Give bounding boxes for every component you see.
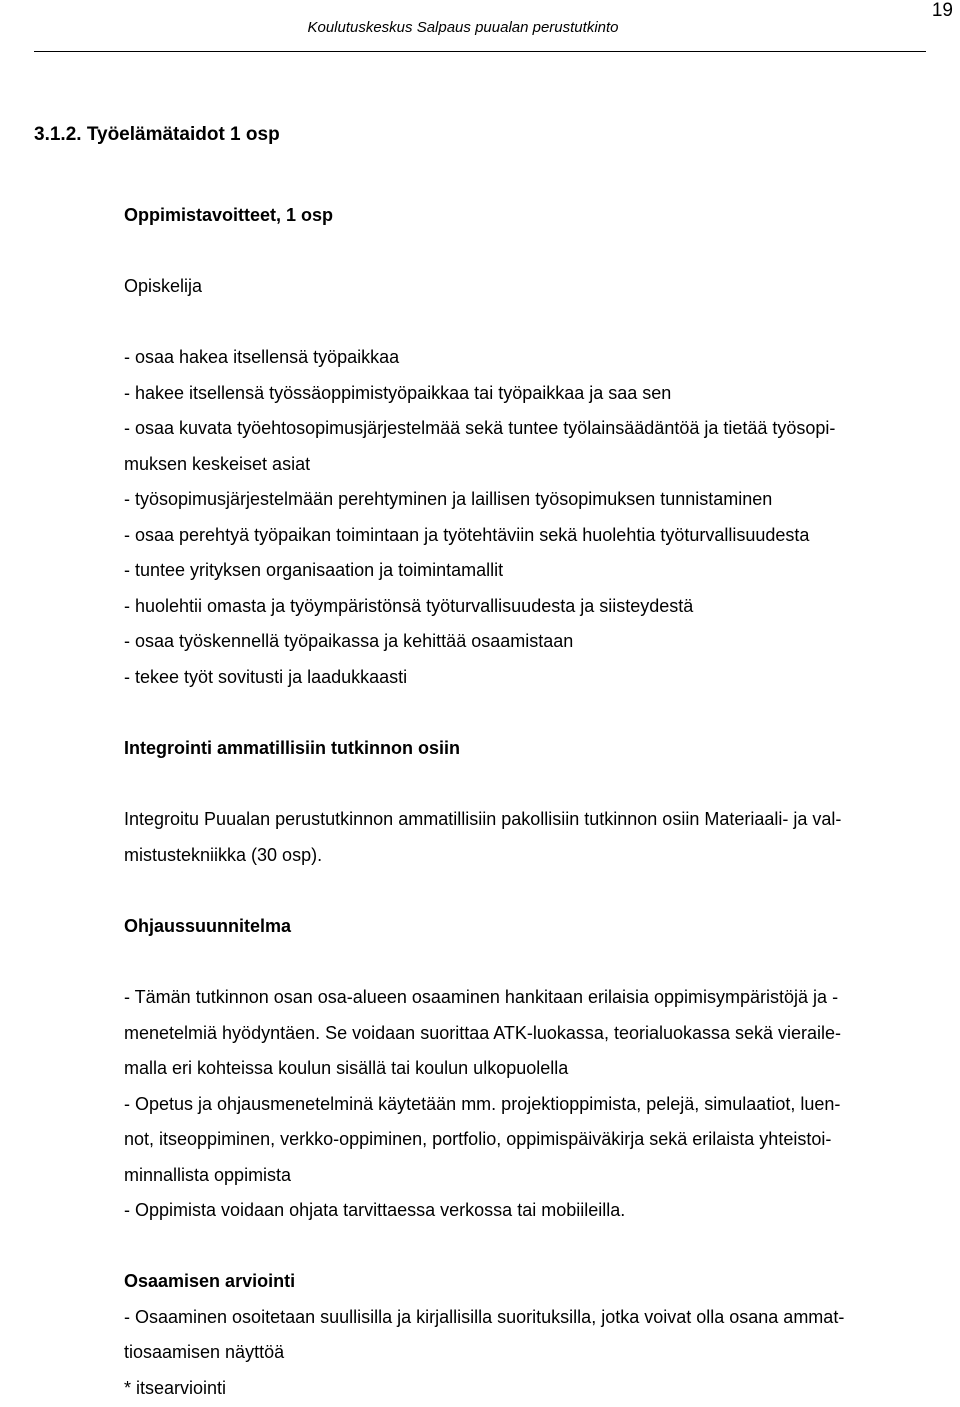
- guidance-line: not, itseoppiminen, verkko-oppiminen, portfolio, oppimispäiväkirja sekä erilaista yhteistoi-: [124, 1129, 832, 1149]
- running-header: Koulutuskeskus Salpaus puualan perustutkinto: [307, 19, 619, 36]
- guidance-line: minnallista oppimista: [124, 1165, 292, 1185]
- guidance-line: - Tämän tutkinnon osan osa-alueen osaaminen hankitaan erilaisia oppimisympäristöjä ja -: [124, 987, 839, 1007]
- integration-heading: Integrointi ammatillisiin tutkinnon osiin: [124, 738, 461, 758]
- page-number: 19: [931, 0, 953, 21]
- assessment-heading: Osaamisen arviointi: [124, 1271, 296, 1291]
- assessment-line: - Osaaminen osoitetaan suullisilla ja kirjallisilla suorituksilla, jotka voivat olla osana ammat-: [124, 1307, 845, 1327]
- objective-line: - tuntee yrityksen organisaation ja toimintamallit: [124, 560, 504, 580]
- guidance-line: menetelmiä hyödyntäen. Se voidaan suorittaa ATK-luokassa, teorialuokassa sekä vieraile-: [124, 1023, 842, 1043]
- objective-line: - osaa hakea itsellensä työpaikkaa: [124, 347, 400, 367]
- objective-line: - osaa työskennellä työpaikassa ja kehittää osaamistaan: [124, 631, 574, 651]
- objective-line: muksen keskeiset asiat: [124, 454, 311, 474]
- guidance-heading: Ohjaussuunnitelma: [124, 916, 292, 936]
- objective-line: - osaa perehtyä työpaikan toimintaan ja työtehtäviin sekä huolehtia työturvallisuudesta: [124, 525, 810, 545]
- objective-line: - osaa kuvata työehtosopimusjärjestelmää sekä tuntee työlainsäädäntöä ja tietää työsopi-: [124, 418, 836, 438]
- objective-line: - huolehtii omasta ja työympäristönsä työturvallisuudesta ja siisteydestä: [124, 596, 694, 616]
- objective-line: - työsopimusjärjestelmään perehtyminen ja laillisen työsopimuksen tunnistaminen: [124, 489, 773, 509]
- guidance-line: - Opetus ja ohjausmenetelminä käytetään mm. projektioppimista, pelejä, simulaatiot, luen-: [124, 1094, 841, 1114]
- objective-line: - tekee työt sovitusti ja laadukkaasti: [124, 667, 408, 687]
- objective-line: - hakee itsellensä työssäoppimistyöpaikkaa tai työpaikkaa ja saa sen: [124, 383, 672, 403]
- assessment-line: * itsearviointi: [124, 1378, 227, 1398]
- objectives-heading: Oppimistavoitteet, 1 osp: [124, 205, 334, 225]
- assessment-line: tiosaamisen näyttöä: [124, 1342, 285, 1362]
- objectives-subject: Opiskelija: [124, 276, 203, 296]
- guidance-line: - Oppimista voidaan ohjata tarvittaessa verkossa tai mobiileilla.: [124, 1200, 626, 1220]
- chapter-title: 3.1.2. Työelämätaidot 1 osp: [34, 124, 280, 145]
- integration-line: mistustekniikka (30 osp).: [124, 845, 323, 865]
- header-rule: [34, 51, 926, 52]
- guidance-line: malla eri kohteissa koulun sisällä tai koulun ulkopuolella: [124, 1058, 569, 1078]
- integration-line: Integroitu Puualan perustutkinnon ammatillisiin pakollisiin tutkinnon osiin Materiaali- ja val-: [124, 809, 842, 829]
